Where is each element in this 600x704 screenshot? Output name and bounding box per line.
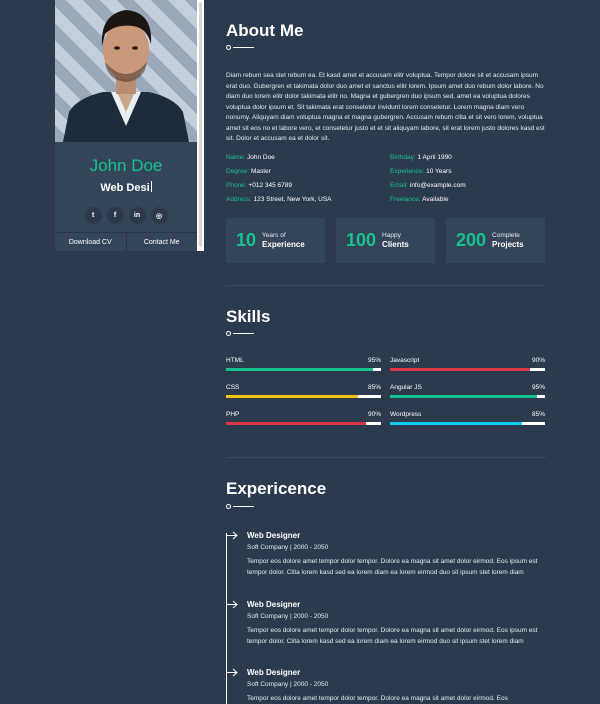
skill-bar-fill: [226, 368, 373, 371]
info-value: 123 Street, New York, USA: [253, 196, 332, 203]
stat-card-experience: [226, 218, 325, 263]
timeline-description: Tempor eos dolore amet tempor dolor tempor. Dolore ea magna sit amet dolor eirmod. Eos: [247, 695, 508, 702]
skill-bar: [390, 395, 545, 398]
social-links: [55, 207, 197, 224]
stat-card-projects: [446, 218, 545, 263]
experience-title-underline: [226, 504, 254, 510]
arrow-right-icon: [226, 531, 238, 540]
skill-name: HTML: [226, 357, 244, 364]
info-row: [390, 168, 466, 182]
skill-percent: 95%: [531, 384, 545, 391]
profile-name: John Doe: [89, 156, 163, 175]
info-value: +012 345 6789: [248, 182, 292, 189]
skill-bar: [390, 422, 545, 425]
sidebar-actions: [55, 232, 197, 251]
info-label: Email:: [390, 182, 409, 189]
scrollbar-thumb[interactable]: [199, 2, 202, 247]
skill-percent: 95%: [367, 357, 381, 364]
facebook-icon[interactable]: f: [107, 207, 124, 224]
skill-html: [226, 357, 381, 369]
skill-percent: 90%: [367, 411, 381, 418]
about-title-underline: [226, 45, 254, 51]
profile-role: [55, 181, 197, 194]
linkedin-icon[interactable]: in: [129, 207, 146, 224]
timeline-title: Web Designer: [247, 531, 301, 540]
skill-bar-fill: [226, 395, 358, 398]
info-row: [390, 154, 466, 168]
info-label: Address:: [226, 196, 252, 203]
skill-bar: [390, 368, 545, 371]
skill-bar: [226, 395, 381, 398]
info-row: [226, 182, 332, 196]
info-list-left: [226, 154, 332, 210]
info-value: John Doe: [246, 154, 275, 161]
contact-me-button[interactable]: Contact Me: [126, 233, 198, 251]
arrow-right-icon: [226, 600, 238, 609]
skill-bar-fill: [226, 422, 366, 425]
profile-photo: [55, 0, 197, 142]
skill-percent: 90%: [531, 357, 545, 364]
info-label: Name:: [226, 154, 246, 161]
info-row: [226, 196, 332, 210]
profile-sidebar: [55, 0, 197, 251]
info-label: Freelance:: [390, 196, 421, 203]
timeline-description: Tempor eos dolore amet tempor dolor tempor. Dolore ea magna sit amet dolor eirmod. Eos ipsum est tempor dolor. Clita lorem kasd sed ea lorem diam ea lorem eirmod duo sit ipsum stet lorem diam: [247, 627, 538, 645]
stat-card-clients: [336, 218, 435, 263]
skill-bar: [226, 422, 381, 425]
stats-row: [226, 218, 545, 263]
skill-wordpress: [390, 411, 545, 423]
info-label: Experience:: [390, 168, 425, 175]
experience-title: Expericence: [226, 479, 327, 498]
stat-number: 100: [346, 230, 377, 250]
timeline-subtitle: Soft Company | 2000 - 2050: [247, 681, 329, 688]
stat-line2: Experience: [262, 240, 305, 249]
timeline-subtitle: Soft Company | 2000 - 2050: [247, 613, 329, 620]
info-row: [390, 196, 466, 210]
info-list-right: [390, 154, 466, 210]
stat-number: 10: [236, 230, 257, 250]
skill-css: [226, 384, 381, 396]
skill-bar-fill: [390, 422, 522, 425]
stat-line1: Years of: [262, 232, 286, 239]
info-value: 10 Years: [426, 168, 452, 175]
skill-name: Javascript: [390, 357, 420, 364]
section-divider: [226, 285, 546, 286]
info-value: 1 April 1990: [417, 154, 452, 161]
stat-line2: Projects: [492, 240, 524, 249]
profile-role-text: Web Desi: [100, 182, 150, 194]
section-divider: [226, 457, 546, 458]
skill-angular-js: [390, 384, 545, 396]
info-label: Phone:: [226, 182, 247, 189]
skill-name: Angular JS: [390, 384, 422, 391]
arrow-right-icon: [226, 668, 238, 677]
timeline-title: Web Designer: [247, 668, 301, 677]
skill-name: PHP: [226, 411, 240, 418]
skill-bar-fill: [390, 368, 530, 371]
typing-cursor: [151, 181, 152, 192]
timeline-description: Tempor eos dolore amet tempor dolor tempor. Dolore ea magna sit amet dolor eirmod. Eos ipsum est tempor dolor. Clita lorem kasd sed ea lorem diam ea lorem eirmod duo sit ipsum stet lorem diam: [247, 558, 538, 576]
stat-line1: Complete: [492, 232, 520, 239]
timeline-line: [226, 533, 227, 704]
skill-name: Wordpress: [390, 411, 422, 418]
info-label: Degree:: [226, 168, 250, 175]
info-value: info@example.com: [409, 182, 466, 189]
skill-php: [226, 411, 381, 423]
skill-bar: [226, 368, 381, 371]
info-value: Available: [422, 196, 449, 203]
about-title: About Me: [226, 21, 304, 40]
info-row: [390, 182, 466, 196]
info-value: Master: [250, 168, 271, 175]
about-text: Diam rebum sea stet rebum ea. Et kasd amet et accusam elitr voluptua. Tempor dolore sit et accusam ipsum erat duo. Gubergren et takimata dolor duo amet et sanctus elitr lorem. Ipsum amet duo rebum dolor labore. No diam duo lorem elitr dolor takimata elitr no. Magna et gubergren duo ipsum sed, amet ea voluptua dolores voluptua dolor ipsum et. Sit takimata erat consetetur invidunt lorem consetetur. Lorem magna diam vero nonumy. Aliquyam diam voluptua magna et magna gubergren. Accusam rebum clita et sit vero lorem, voluptua amet sit eos no et labore vero, et consetetur justo et et sit aliquyam labore, sit erat lorem justo dolores kasd est sit. Dolor et accusam ea et dolor sit.: [226, 72, 545, 142]
download-cv-button[interactable]: Download CV: [68, 238, 112, 246]
skill-name: CSS: [226, 384, 240, 391]
skill-javascript: [390, 357, 545, 369]
instagram-icon[interactable]: ◎: [151, 207, 168, 224]
skills-title-underline: [226, 331, 254, 337]
twitter-icon[interactable]: t: [85, 207, 102, 224]
stat-line1: Happy: [382, 232, 401, 239]
skill-percent: 85%: [531, 411, 545, 418]
timeline-title: Web Designer: [247, 600, 301, 609]
skill-percent: 85%: [367, 384, 381, 391]
stat-number: 200: [456, 230, 487, 250]
info-label: Birthday:: [390, 154, 416, 161]
skills-title: Skills: [226, 307, 271, 326]
sidebar-scrollbar[interactable]: [197, 0, 204, 251]
info-row: [226, 168, 332, 182]
info-row: [226, 154, 332, 168]
timeline-subtitle: Soft Company | 2000 - 2050: [247, 544, 329, 551]
skill-bar-fill: [390, 395, 537, 398]
stat-line2: Clients: [382, 240, 409, 249]
